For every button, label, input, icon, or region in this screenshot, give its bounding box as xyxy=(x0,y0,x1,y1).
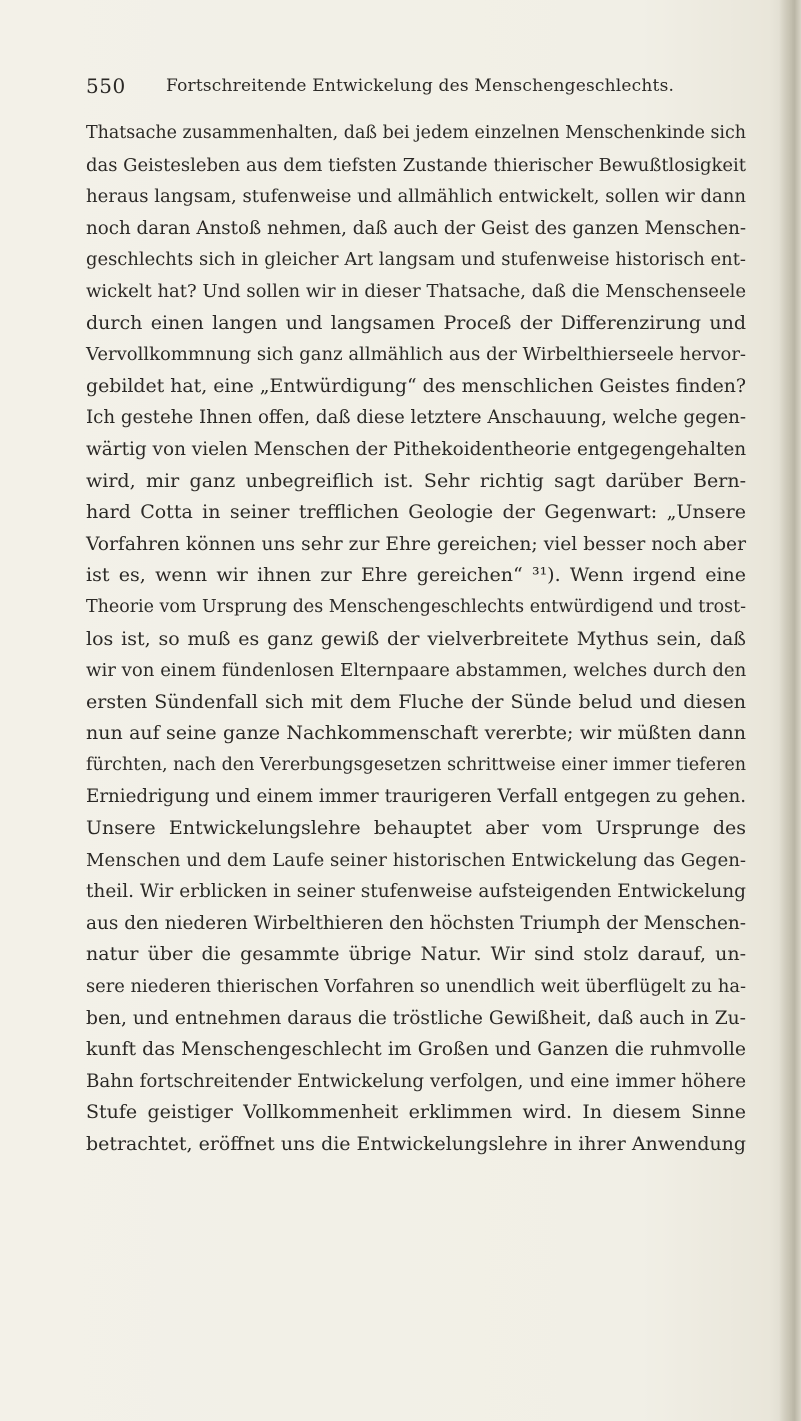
text-line: ist es, wenn wir ihnen zur Ehre gereichen“ ³¹). Wenn irgend eine xyxy=(86,564,746,587)
text-line: natur über die gesammte übrige Natur. Wir sind stolz darauf, un- xyxy=(86,943,746,966)
page-edge xyxy=(779,0,801,1421)
running-head: Fortschreitende Entwickelung des Menschengeschlechts. xyxy=(166,76,675,96)
text-line: heraus langsam, stufenweise und allmählich entwickelt, sollen wir dann xyxy=(86,186,746,208)
text-line: Unsere Entwickelungslehre behauptet aber vom Ursprunge des xyxy=(86,817,746,840)
text-line: fürchten, nach den Vererbungsgesetzen schrittweise einer immer tieferen xyxy=(86,754,746,775)
text-line: wird, mir ganz unbegreiflich ist. Sehr richtig sagt darüber Bern- xyxy=(86,469,746,492)
body-text xyxy=(86,118,746,1161)
text-line: noch daran Anstoß nehmen, daß auch der Geist des ganzen Menschen- xyxy=(86,217,746,239)
text-line: wickelt hat? Und sollen wir in dieser Thatsache, daß die Menschenseele xyxy=(86,280,746,302)
text-line: ben, und entnehmen daraus die tröstliche Gewißheit, daß auch in Zu- xyxy=(86,1007,746,1029)
text-line: das Geistesleben aus dem tiefsten Zustande thierischer Bewußtlosigkeit xyxy=(86,154,746,176)
page-number: 550 xyxy=(86,74,126,98)
text-line: Theorie vom Ursprung des Menschengeschlechts entwürdigend und trost- xyxy=(86,596,746,617)
text-line: nun auf seine ganze Nachkommenschaft vererbte; wir müßten dann xyxy=(86,722,746,745)
text-line: Vervollkommnung sich ganz allmählich aus der Wirbelthierseele hervor- xyxy=(86,344,746,366)
text-line: Bahn fortschreitender Entwickelung verfolgen, und eine immer höhere xyxy=(86,1070,746,1092)
text-line: sere niederen thierischen Vorfahren so unendlich weit überflügelt zu ha- xyxy=(86,976,746,998)
text-line: durch einen langen und langsamen Proceß der Differenzirung und xyxy=(86,311,746,334)
text-line: kunft das Menschengeschlecht im Großen und Ganzen die ruhmvolle xyxy=(86,1039,746,1061)
text-line: hard Cotta in seiner trefflichen Geologie der Gegenwart: „Unsere xyxy=(86,501,746,524)
text-line: los ist, so muß es ganz gewiß der vielverbreitete Mythus sein, daß xyxy=(86,627,746,650)
text-line: betrachtet, eröffnet uns die Entwickelungslehre in ihrer Anwendung xyxy=(86,1133,746,1155)
text-line: Vorfahren können uns sehr zur Ehre gereichen; viel besser noch aber xyxy=(86,533,746,555)
text-line: wärtig von vielen Menschen der Pithekoidentheorie entgegengehalten xyxy=(86,438,747,460)
text-line: ersten Sündenfall sich mit dem Fluche der Sünde belud und diesen xyxy=(86,690,746,713)
text-line: Stufe geistiger Vollkommenheit erklimmen wird. In diesem Sinne xyxy=(86,1101,746,1124)
page-header xyxy=(86,74,746,108)
text-line: wir von einem fündenlosen Elternpaare abstammen, welches durch den xyxy=(86,660,747,682)
text-line: geschlechts sich in gleicher Art langsam und stufenweise historisch ent- xyxy=(86,249,746,271)
text-line: Ich gestehe Ihnen offen, daß diese letztere Anschauung, welche gegen- xyxy=(86,407,746,429)
text-line: Menschen und dem Laufe seiner historischen Entwickelung das Gegen- xyxy=(86,849,746,871)
text-line: Erniedrigung und einem immer traurigeren Verfall entgegen zu gehen. xyxy=(86,786,746,808)
text-line: Thatsache zusammenhalten, daß bei jedem einzelnen Menschenkinde sich xyxy=(86,123,746,143)
text-line: theil. Wir erblicken in seiner stufenweise aufsteigenden Entwickelung xyxy=(86,881,746,903)
text-line: aus den niederen Wirbelthieren den höchsten Triumph der Menschen- xyxy=(86,912,746,934)
text-line: gebildet hat, eine „Entwürdigung“ des menschlichen Geistes finden? xyxy=(86,374,747,397)
